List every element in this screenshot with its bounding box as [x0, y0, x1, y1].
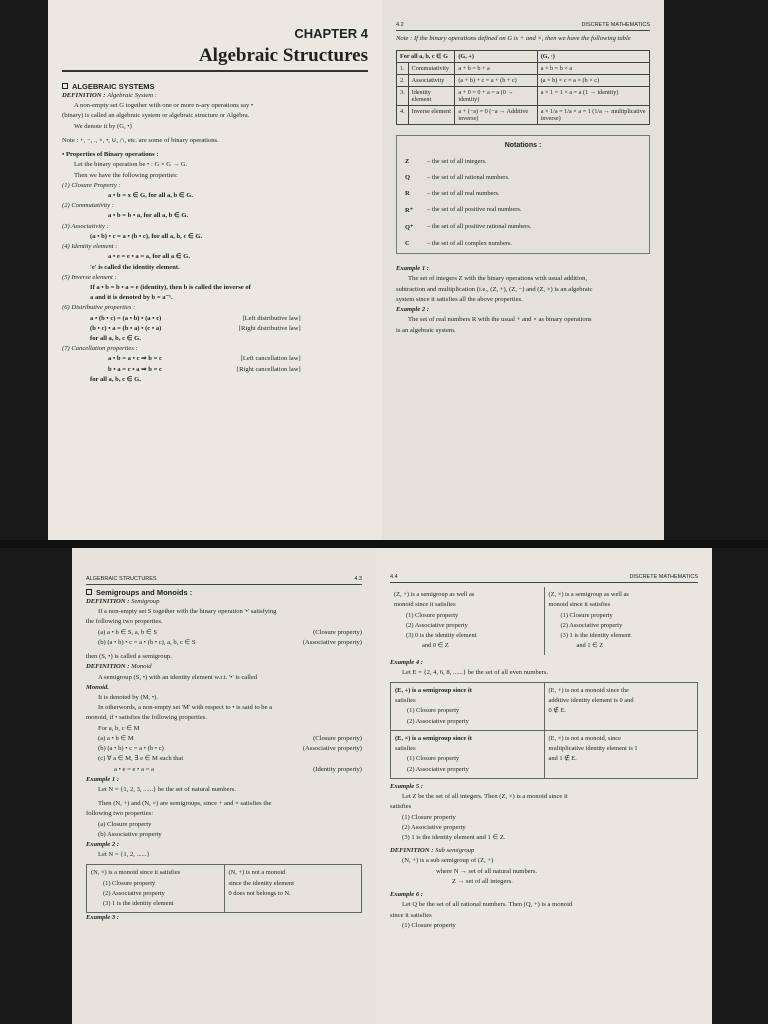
- page-4-1: [48, 0, 382, 540]
- table-cell: 4.: [397, 106, 409, 125]
- example-2-left: [87, 865, 224, 912]
- example-label: Example 1 :: [86, 775, 119, 783]
- denote-text: It is denoted by (M, •).: [98, 693, 158, 701]
- table-cell-line: monoid since it satisfies: [394, 601, 456, 609]
- properties-heading: • Properties of Binary operations :: [62, 151, 159, 159]
- table-cell: (a + b) + c = a + (b + c): [455, 75, 537, 87]
- notation-row: R⁺ – the set of all positive real numbers.: [405, 206, 522, 215]
- table-cell-line: (E, +) is a semigroup since it: [395, 686, 472, 694]
- property-equation: a • b = b • a, for all a, b ∈ G.: [108, 212, 189, 220]
- distributive-left: a • (b • c) = (a • b) • (a • c) [Left distributive law]: [90, 314, 301, 322]
- example-label: Example 5 :: [390, 782, 423, 790]
- definition-text: (N, +) is a sub semigroup of (Z, +): [402, 857, 494, 865]
- table-row: [397, 63, 650, 75]
- monoid-identity-eq: a • e = e • a = a (Identity property): [114, 765, 362, 773]
- notations-heading: Notations :: [504, 142, 542, 150]
- example-text: The set of real numbers R with the usual + and × as binary operations: [408, 316, 592, 324]
- property-label: (1) Closure Property :: [62, 181, 121, 189]
- table-cell-line: (E, ×) is a semigroup since it: [395, 734, 472, 742]
- page-4-2: [382, 0, 664, 540]
- table-cell-line: (1) Closure property: [407, 707, 460, 715]
- otherwords-text: In otherwords, a non-empty set 'M' with respect to • is said to be a: [98, 704, 273, 712]
- forall-text: For a, b, c ∈ M: [98, 724, 140, 732]
- property-note: 'e' is called the identity element.: [90, 263, 180, 271]
- example-item: (2) Associative property: [402, 823, 466, 831]
- property-label: (5) Inverse element :: [62, 273, 117, 281]
- table-cell-line: (N, ×) is a monoid since it satisfies: [91, 869, 181, 877]
- table-cell-line: (2) Associative property: [407, 765, 469, 773]
- for-all-text: for all a, b, c ∈ G.: [90, 375, 141, 383]
- table-cell-line: (1) Closure property: [103, 879, 156, 887]
- table-cell: a × b = b × a: [537, 63, 649, 75]
- table-header-row: [397, 51, 650, 63]
- where-text: Z → set of all integers.: [452, 877, 513, 885]
- table-row: [397, 87, 650, 106]
- example-text: The set of integers Z with the binary operations with usual addition,: [408, 275, 588, 283]
- definition-text: A non-empty set G together with one or more n-ary operations say •: [74, 102, 254, 110]
- properties-intro: Let the binary operation be • : G × G → G.: [74, 161, 188, 169]
- table-cell-line: additive identity element is 0 and: [548, 697, 634, 705]
- property-label: (6) Distributive properties :: [62, 304, 136, 312]
- example-2-right: [224, 865, 362, 912]
- semigroup-then: then (S, •) is called a semigroup.: [86, 653, 172, 661]
- notation-row: R – the set of all real numbers.: [405, 190, 500, 198]
- distributive-right: (b • c) • a = (b • a) • (c • a) [Right distributive law]: [90, 324, 301, 332]
- running-header: 4.4 DISCRETE MATHEMATICS: [390, 574, 698, 583]
- example-text: since it satisfies: [390, 911, 432, 919]
- page-4-3: [72, 548, 376, 1024]
- example-label: Example 3 :: [86, 914, 119, 922]
- example-label: Example 6 :: [390, 891, 423, 899]
- example-text: subtraction and multiplication (i.e., (Z, +), (Z, −) and (Z, ×) is an algebraic: [396, 285, 593, 293]
- table-cell-line: (2) Associative property: [560, 621, 623, 629]
- cancellation-right: b • a = c • a ⇒ b = c [Right cancellation law]: [108, 365, 301, 373]
- running-header: ALGEBRAIC STRUCTURES 4.3: [86, 576, 362, 585]
- table-cell-line: (N, +) is not a monoid: [228, 869, 286, 877]
- otherwords-text: monoid, if • satisfies the following properties.: [86, 714, 207, 722]
- definition-text: A semigroup (S, •) with an identity element w.r.t. '•' is called: [98, 673, 258, 681]
- table-cell: Identity element: [408, 87, 455, 106]
- notation-row: Q⁺ – the set of all positive rational numbers.: [405, 223, 532, 232]
- property-label: (7) Cancellation properties :: [62, 345, 138, 353]
- note-text: Note : +, −, ., ×, •, ∪, ∩, etc. are some of binary operations.: [62, 136, 219, 144]
- table-cell: a × 1/a = 1/a × a = 1 (1/a → multiplicative inverse): [537, 106, 649, 125]
- example-item: (3) 1 is the identity element and 1 ∈ Z.: [402, 834, 506, 842]
- table-cell: Commutativity: [408, 63, 455, 75]
- table-cell-line: (1) Closure property: [407, 755, 460, 763]
- definition-heading: DEFINITION : Semigroup: [86, 598, 160, 605]
- table-cell-line: monoid since it satisfies: [548, 601, 611, 609]
- properties-table: [396, 50, 650, 125]
- even-plus-left: [391, 683, 544, 730]
- table-cell-line: satisfies: [395, 697, 416, 705]
- note-text: Note : If the binary operations defined on G is + and ×, then we have the following table: [396, 35, 631, 42]
- page-4-4: [376, 548, 712, 1024]
- example-item: (1) Closure property: [402, 813, 456, 821]
- table-cell-line: and 1 ∈ Z: [576, 642, 604, 650]
- property-equation: a and it is denoted by b = a⁻¹.: [90, 294, 173, 302]
- definition-text: Monoid.: [86, 683, 109, 691]
- property-equation: If a • b = b • a = e (identity), then b is called the inverse of: [90, 283, 251, 291]
- example-text: following two properties:: [86, 810, 154, 818]
- table-cell: Associativity: [408, 75, 455, 87]
- cancellation-left: a • b = a • c ⇒ b = c [Left cancellation law]: [108, 355, 301, 363]
- property-label: (3) Associativity :: [62, 222, 109, 230]
- example-text: Let N = {1, 2, ......}: [98, 851, 150, 859]
- table-header-cell: (G, ·): [537, 51, 649, 63]
- table-header-cell: For all a, b, c ∈ G: [397, 51, 455, 63]
- section-heading: ALGEBRAIC SYSTEMS: [62, 82, 368, 91]
- table-cell-line: and 1 ∉ E.: [548, 755, 577, 763]
- table-cell-line: (3) 1 is the identity element: [560, 632, 631, 639]
- definition-text: (binary) is called an algebraic system or algebraic structure or Algebra.: [62, 112, 250, 120]
- property-equation: a • b = x ∈ G, for all a, b ∈ G.: [108, 191, 194, 199]
- definition-heading: DEFINITION : Sub semigroup: [390, 847, 475, 855]
- z-monoid-table: [390, 587, 698, 655]
- table-cell: 2.: [397, 75, 409, 87]
- definition-heading: DEFINITION : Algebraic System :: [62, 92, 157, 99]
- monoid-closure: (a) a • b ∈ M (Closure property): [98, 734, 362, 742]
- table-cell: 1.: [397, 63, 409, 75]
- table-cell-line: and 0 ∈ Z: [422, 642, 449, 650]
- example-label: Example 1 :: [396, 265, 429, 273]
- even-plus-right: [544, 683, 698, 730]
- example-label: Example 4 :: [390, 658, 423, 666]
- even-times-right: [544, 731, 698, 778]
- section-heading: Semigroups and Monoids :: [86, 588, 362, 597]
- example-text: Let N = {1, 2, 3, ......} be the set of natural numbers.: [98, 785, 236, 793]
- where-text: where N → set of all natural numbers.: [436, 867, 538, 875]
- notation-row: C – the set of all complex numbers.: [405, 240, 513, 248]
- table-cell: a + 0 = 0 + a = a (0 → identity): [455, 87, 537, 106]
- monoid-identity: (c) ∀ a ∈ M, ∃ e ∈ M such that: [98, 755, 184, 763]
- property-equation: a • e = e • a = a, for all a ∈ G.: [108, 253, 191, 261]
- table-cell-line: (E, ×) is not a monoid, since: [548, 734, 621, 742]
- table-cell: a × 1 = 1 × a = a (1 → identity): [537, 87, 649, 106]
- table-row: [397, 106, 650, 125]
- notation-row: Z – the set of all integers.: [405, 158, 487, 166]
- photo-gap: [0, 540, 768, 548]
- table-header-cell: (G, +): [455, 51, 537, 63]
- table-cell: a + (−a) = 0 (−a → Additive inverse): [455, 106, 537, 125]
- table-cell-line: (Z, ×) is a semigroup as well as: [548, 591, 629, 598]
- table-cell-line: multiplicative identity element is 1: [548, 745, 638, 753]
- property-label: (4) Identity element :: [62, 243, 118, 251]
- monoid-associative: (b) (a • b) • c = a • (b • c) (Associative property): [98, 745, 362, 753]
- properties-then: Then we have the following properties:: [74, 171, 178, 179]
- even-plus-table: [390, 682, 698, 731]
- table-cell-line: (1) Closure property: [560, 611, 613, 619]
- example-item: (a) Closure property: [98, 820, 152, 828]
- table-cell-line: (2) Associative property: [103, 889, 165, 897]
- denote-text: We denote it by (G, •): [74, 122, 132, 130]
- table-row: [397, 75, 650, 87]
- z-plus-column: [390, 587, 544, 655]
- table-cell-line: (E, +) is not a monoid since the: [548, 686, 629, 694]
- table-cell-line: (1) Closure property: [406, 611, 459, 619]
- definition-heading: DEFINITION : Monoid: [86, 663, 152, 671]
- example-text: is an algebraic system.: [396, 326, 456, 334]
- table-cell-line: (Z, +) is a semigroup as well as: [394, 591, 475, 598]
- example-text: system since it satisfies all the above properties.: [396, 295, 523, 303]
- chapter-title: Algebraic Structures: [62, 45, 368, 72]
- z-times-column: [544, 587, 699, 655]
- table-cell-line: satisfies: [395, 745, 416, 753]
- property-equation: (a • b) • c = a • (b • c), for all a, b, c ∈ G.: [90, 232, 203, 240]
- table-cell-line: 0 ∉ E.: [548, 707, 566, 715]
- example-2-table: [86, 864, 362, 913]
- example-text: Let Q be the set of all rational numbers. Then (Q, +) is a monoid: [402, 901, 573, 909]
- checkbox-icon: [86, 589, 92, 595]
- notations-box: [396, 135, 650, 254]
- example-item: (1) Closure property: [402, 921, 456, 929]
- example-item: (b) Associative property: [98, 830, 162, 838]
- chapter-number: CHAPTER 4: [294, 26, 368, 41]
- running-header: 4.2 DISCRETE MATHEMATICS: [396, 22, 650, 31]
- table-cell: Inverse element: [408, 106, 455, 125]
- example-label: Example 2 :: [86, 841, 119, 849]
- table-cell: a + b = b + a: [455, 63, 537, 75]
- example-text: satisfies: [390, 803, 412, 811]
- definition-text: If a non-empty set S together with the binary operation '•' satisfying: [98, 608, 277, 616]
- definition-text: the following two properties.: [86, 618, 163, 626]
- table-cell: (a × b) × c = a × (b × c): [537, 75, 649, 87]
- example-label: Example 2 :: [396, 306, 429, 314]
- for-all-text: for all a, b, c ∈ G.: [90, 335, 141, 343]
- even-times-left: [391, 731, 544, 778]
- example-text: Then (N, +) and (N, ×) are semigroups, since + and × satisfies the: [98, 800, 272, 808]
- table-cell-line: (3) 1 is the identity element: [103, 900, 174, 908]
- even-times-table: [390, 731, 698, 779]
- notation-row: Q – the set of all rational numbers.: [405, 174, 510, 182]
- checkbox-icon: [62, 83, 68, 89]
- table-cell-line: (3) 0 is the identity element: [406, 632, 477, 639]
- table-cell-line: 0 does not belongs to N.: [228, 889, 291, 897]
- table-cell-line: since the identity element: [228, 879, 294, 887]
- example-text: Let E = {2, 4, 6, 8, ......} be the set of all even numbers.: [402, 668, 549, 676]
- table-cell-line: (2) Associative property: [406, 621, 468, 629]
- property-label: (2) Commutativity :: [62, 202, 115, 210]
- semigroup-closure: (a) a • b ∈ S, a, b ∈ S (Closure property): [98, 628, 362, 636]
- semigroup-associative: (b) (a • b) • c = a • (b • c), a, b, c ∈ S (Associative property): [98, 638, 362, 646]
- table-cell-line: (2) Associative property: [407, 717, 469, 725]
- example-text: Let Z be the set of all integers. Then (Z, ×) is a monoid since it: [402, 793, 568, 801]
- table-cell: 3.: [397, 87, 409, 106]
